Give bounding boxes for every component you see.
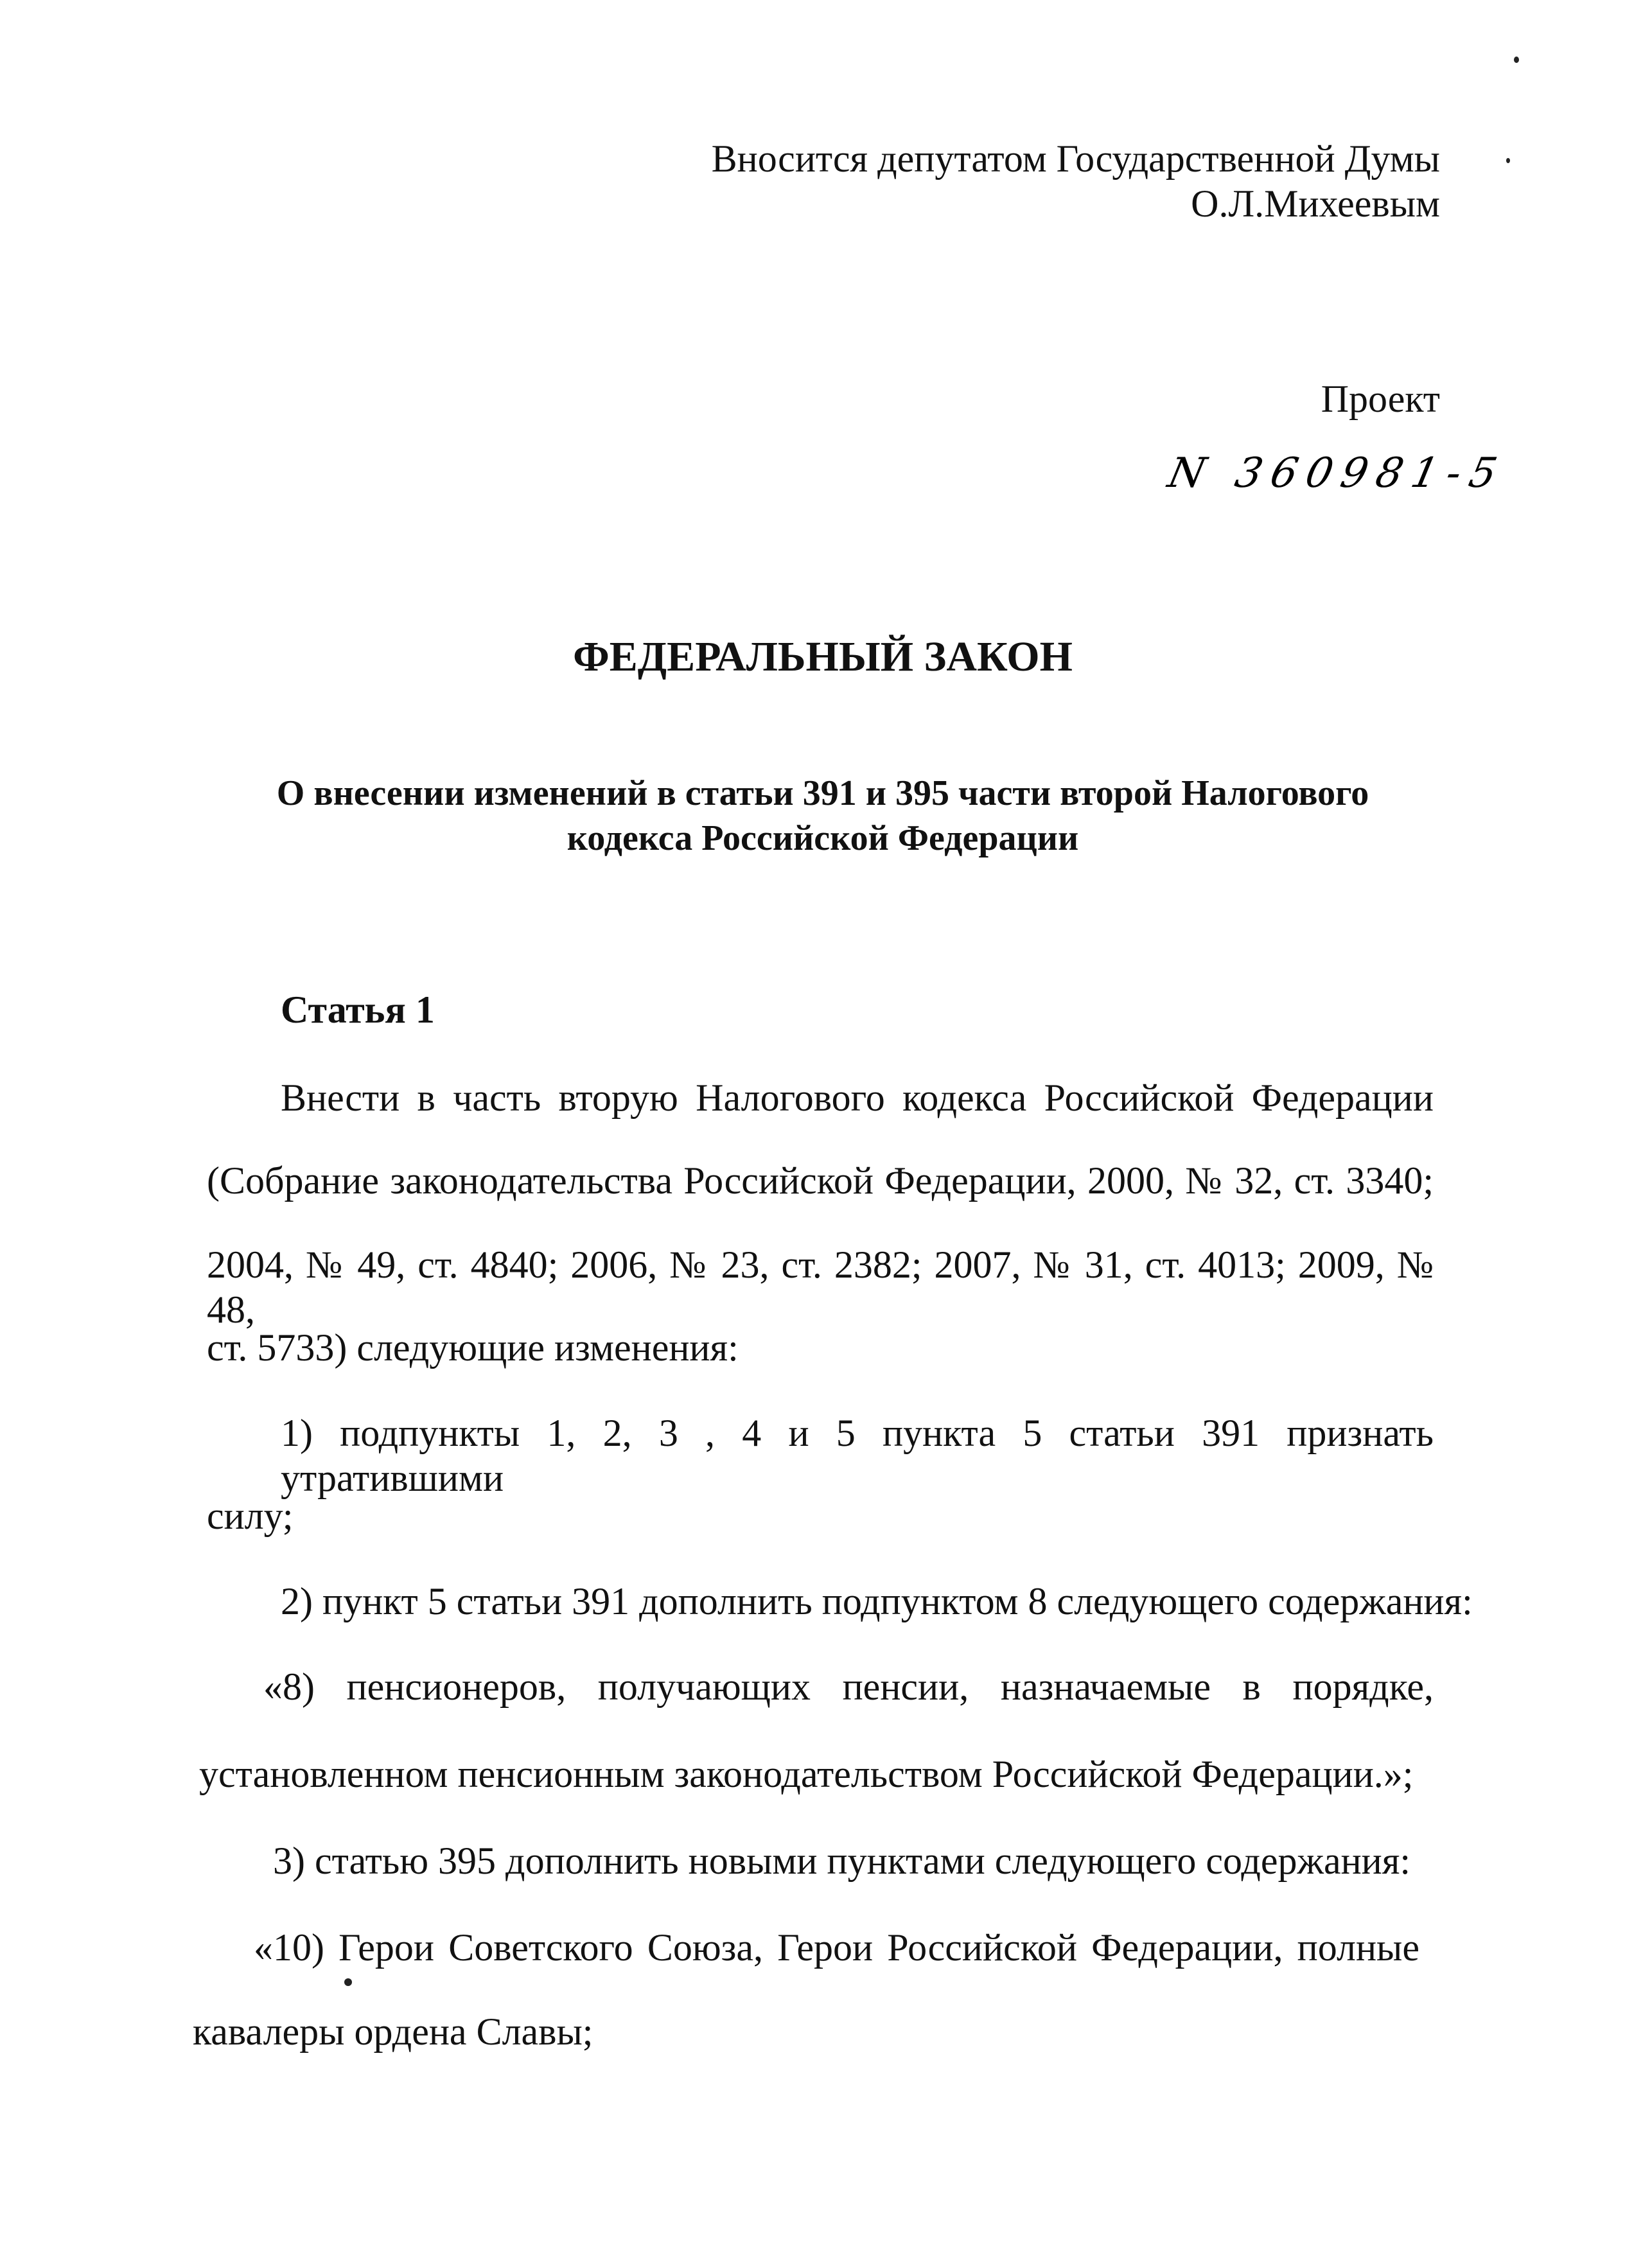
project-label: Проект: [1321, 378, 1440, 420]
introduced-by-line-2: О.Л.Михеевым: [1191, 182, 1440, 225]
article-line: Внести в часть вторую Налогового кодекса Российской Федерации: [281, 1077, 1434, 1119]
subtitle-line-2: кодекса Российской Федерации: [567, 818, 1079, 858]
article-line: ст. 5733) следующие изменения:: [207, 1326, 739, 1369]
article-line: 1) подпункты 1, 2, 3 , 4 и 5 пункта 5 статьи 391 признать утратившими: [281, 1412, 1434, 1499]
document-title: ФЕДЕРАЛЬНЫЙ ЗАКОН: [573, 633, 1073, 680]
article-line: (Собрание законодательства Российской Федерации, 2000, № 32, ст. 3340;: [207, 1159, 1434, 1202]
scan-speck: [344, 1978, 352, 1986]
article-line: силу;: [207, 1495, 294, 1537]
article-line: 2004, № 49, ст. 4840; 2006, № 23, ст. 2382; 2007, № 31, ст. 4013; 2009, № 48,: [207, 1244, 1434, 1331]
article-line: 3) статью 395 дополнить новыми пунктами следующего содержания:: [273, 1840, 1411, 1882]
scan-speck: [1514, 57, 1519, 63]
handwritten-registration-number: N 360981-5: [1164, 450, 1510, 497]
article-line: установленном пенсионным законодательством Российской Федерации.»;: [199, 1753, 1414, 1795]
scan-speck: [1506, 158, 1510, 163]
article-line: «8) пенсионеров, получающих пенсии, назначаемые в порядке,: [263, 1666, 1434, 1708]
article-line: 2) пункт 5 статьи 391 дополнить подпунктом 8 следующего содержания:: [281, 1580, 1473, 1622]
article-line: кавалеры ордена Славы;: [193, 2010, 593, 2053]
article-line: «10) Герои Советского Союза, Герои Российской Федерации, полные: [254, 1926, 1419, 1969]
article-heading: Статья 1: [281, 989, 435, 1031]
introduced-by-line-1: Вносится депутатом Государственной Думы: [711, 137, 1440, 180]
subtitle-line-1: О внесении изменений в статьи 391 и 395 части второй Налогового: [276, 773, 1369, 813]
